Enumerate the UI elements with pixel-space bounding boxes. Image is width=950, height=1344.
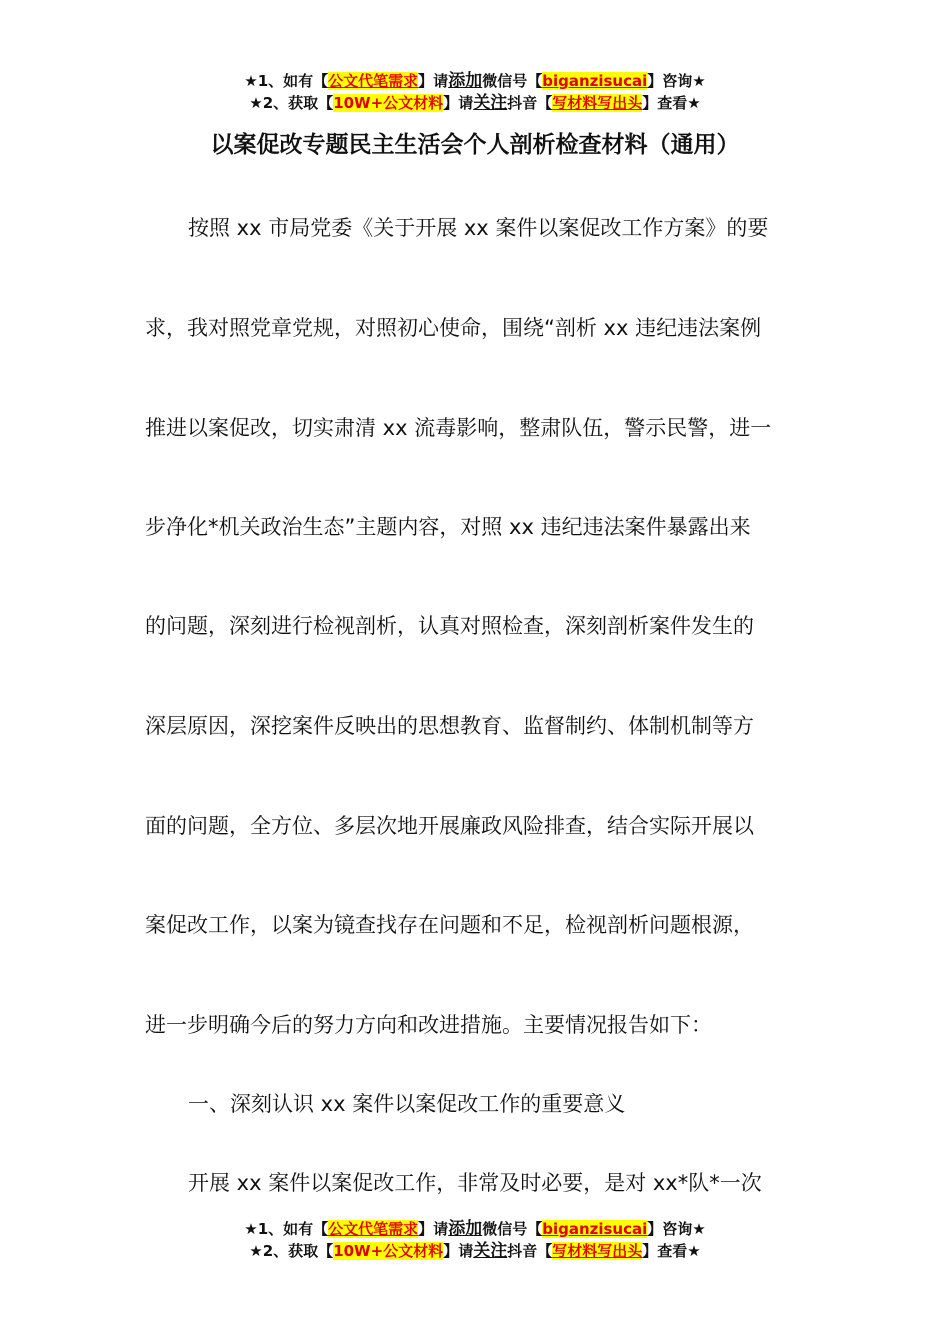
section-heading: 一、深刻认识 xx 案件以案促改工作的重要意义 (188, 1092, 626, 1116)
paragraph-line: 按照 xx 市局党委《关于开展 xx 案件以案促改工作方案》的要 (188, 216, 769, 240)
banner-text: ★2、获取【 (249, 94, 334, 112)
banner-line-2 (0, 1240, 950, 1262)
banner-emphasis: 添加 (448, 71, 483, 91)
banner-emphasis: 添加 (448, 1219, 483, 1239)
paragraph-line: 的问题，深刻进行检视剖析，认真对照检查，深刻剖析案件发生的 (145, 614, 754, 638)
banner-line-1 (0, 1218, 950, 1240)
banner-emphasis: 关注 (473, 93, 508, 113)
banner-text: 】请 (418, 72, 449, 90)
banner-text: 】请 (418, 1220, 449, 1238)
banner-text: 】请 (443, 1242, 474, 1260)
banner-text: 】查看★ (642, 94, 701, 112)
highlight-douyin: 写材料写出头 (552, 1242, 643, 1260)
banner-text: ★1、如有【 (244, 1220, 329, 1238)
footer-banner (0, 1218, 950, 1262)
banner-text: ★2、获取【 (249, 1242, 334, 1260)
banner-text: 】咨询★ (647, 72, 706, 90)
banner-line-1 (0, 70, 950, 92)
highlight-service: 公文代笔需求 (328, 72, 419, 90)
banner-text: 抖音【 (507, 94, 553, 112)
banner-text: 抖音【 (507, 1242, 553, 1260)
paragraph-line: 进一步明确今后的努力方向和改进措施。主要情况报告如下： (145, 1013, 712, 1037)
banner-text: 】查看★ (642, 1242, 701, 1260)
highlight-douyin: 写材料写出头 (552, 94, 643, 112)
paragraph-line: 面的问题，全方位、多层次地开展廉政风险排查，结合实际开展以 (145, 814, 754, 838)
highlight-materials: 10W+公文材料 (333, 94, 444, 112)
highlight-service: 公文代笔需求 (328, 1220, 419, 1238)
paragraph-line: 求，我对照党章党规，对照初心使命，围绕“剖析 xx 违纪违法案例 (145, 316, 762, 340)
banner-text: 微信号【 (482, 72, 543, 90)
banner-emphasis: 关注 (473, 1241, 508, 1261)
highlight-wechat-id: biganzisucai (542, 72, 648, 90)
document-title: 以案促改专题民主生活会个人剖析检查材料（通用） (210, 132, 740, 158)
paragraph-line: 案促改工作，以案为镜查找存在问题和不足，检视剖析问题根源， (145, 913, 754, 937)
paragraph-line: 开展 xx 案件以案促改工作，非常及时必要，是对 xx*队*一次 (188, 1171, 762, 1195)
paragraph-line: 深层原因，深挖案件反映出的思想教育、监督制约、体制机制等方 (145, 714, 754, 738)
banner-text: 微信号【 (482, 1220, 543, 1238)
banner-line-2 (0, 92, 950, 114)
highlight-wechat-id: biganzisucai (542, 1220, 648, 1238)
paragraph-line: 步净化*机关政治生态”主题内容，对照 xx 违纪违法案件暴露出来 (145, 515, 751, 539)
paragraph-line: 推进以案促改，切实肃清 xx 流毒影响，整肃队伍，警示民警，进一 (145, 416, 772, 440)
header-banner (0, 70, 950, 114)
banner-text: 】咨询★ (647, 1220, 706, 1238)
banner-text: ★1、如有【 (244, 72, 329, 90)
banner-text: 】请 (443, 94, 474, 112)
highlight-materials: 10W+公文材料 (333, 1242, 444, 1260)
